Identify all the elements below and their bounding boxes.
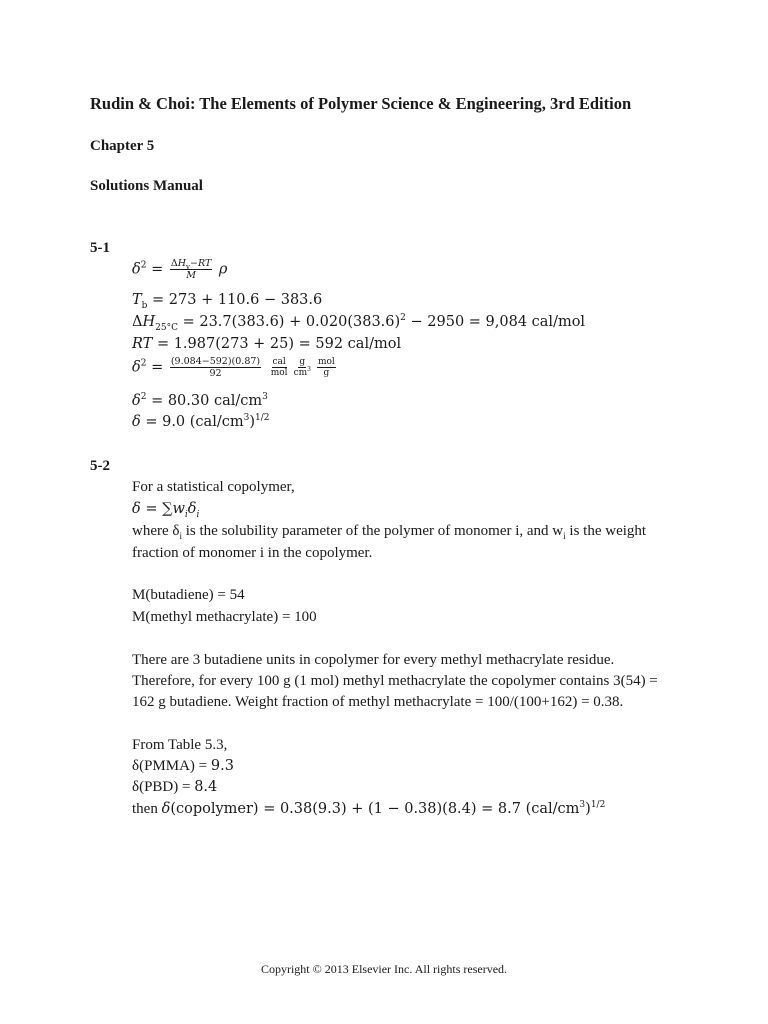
pmma-solubility bbox=[132, 758, 234, 775]
final-result-expression: (copolymer) = 0.38(9.3) + (1 − 0.38)(8.4) = 8.7 (cal/cm bbox=[170, 801, 580, 817]
delta-result: = 9.0 (cal/cm bbox=[145, 414, 244, 430]
fraction-denominator: 92 bbox=[209, 368, 222, 379]
equation-solubility-definition: $\delta^2$ = $\frac{\Delta H_v-RT}{M}$ ρ bbox=[132, 258, 228, 281]
equation-delta-value: δ = 9.0 $(cal/cm^3)^{1/2}$ bbox=[132, 413, 270, 430]
chapter-heading: Chapter 5 bbox=[90, 138, 155, 154]
then-word: then bbox=[132, 801, 158, 817]
where-part-a: where δ bbox=[132, 523, 180, 539]
where-part-b: is the solubility parameter of the polymer of monomer i, and w bbox=[181, 523, 564, 539]
paragraph-line-1: There are 3 butadiene units in copolymer for every methyl methacrylate residue. bbox=[132, 652, 615, 668]
paragraph-line-2: Therefore, for every 100 g (1 mol) methyl methacrylate the copolymer contains 3(54) = bbox=[132, 673, 658, 689]
fraction-numerator: (9.084−592)(0.87) bbox=[170, 356, 261, 367]
equation-delta-squared-value: $\delta^2 = 80.30$ cal/$cm^3$ bbox=[132, 392, 268, 409]
problem-5-1-label: 5-1 bbox=[90, 240, 110, 256]
equation-copolymer-sum: $\delta = \sum w_i\delta_i$ bbox=[132, 501, 200, 520]
where-definition-line-1: where $\delta_i$ is the solubility parameter of the polymer of monomer i, and $w_i$ is the weight bbox=[132, 523, 647, 541]
butadiene-molar-mass: M(butadiene) = 54 bbox=[132, 587, 245, 603]
equation-delta-h-value: = 23.7(383.6) + 0.020(383.6) bbox=[182, 314, 401, 330]
equation-delta-h: $\Delta H_{25^\circ C} = 23.7(383.6) + 0.020(383.6)^2 - 2950 = 9,084$ cal/mol bbox=[132, 313, 586, 333]
where-part-c: is the weight bbox=[565, 523, 647, 539]
pbd-value: 8.4 bbox=[194, 779, 218, 795]
problem-5-2-label: 5-2 bbox=[90, 458, 110, 474]
equation-delta-squared-fraction: $\delta^2$ = $\frac{(9.084-592)(0.87)}{92}$ $\frac{\text{cal}}{\text{mol}}$ $\frac{g}{cm^3}$ $\frac{\text{mol}}{g}$ bbox=[132, 356, 335, 379]
delta-squared-result: = 80.30 cal/cm bbox=[151, 393, 263, 409]
pbd-solubility bbox=[132, 779, 217, 796]
equation-tb: $T_b = 273 + 110.6 - 383.6$ bbox=[132, 292, 323, 311]
from-table-text: From Table 5.3, bbox=[132, 737, 228, 753]
paragraph-line-3: 162 g butadiene. Weight fraction of methyl methacrylate = 100/(100+162) = 0.38. bbox=[132, 694, 624, 710]
copyright-footer: Copyright © 2013 Elsevier Inc. All rights reserved. bbox=[260, 962, 508, 976]
delta-result-tail: ) bbox=[249, 414, 255, 430]
pmma-value: 9.3 bbox=[210, 758, 234, 774]
document-title: Rudin & Choi: The Elements of Polymer Science & Engineering, 3rd Edition bbox=[90, 94, 632, 113]
final-result-tail: ) bbox=[585, 801, 591, 817]
final-result-line: then δ(copolymer) = 0.38(9.3) + (1 − 0.38)(8.4) = 8.7 $(cal/cm^3)^{1/2}$ bbox=[132, 800, 606, 817]
pmma-label: δ(PMMA) = bbox=[132, 758, 211, 774]
where-definition-line-2: fraction of monomer i in the copolymer. bbox=[132, 545, 373, 561]
equation-delta-h-tail: − 2950 = 9,084 cal/mol bbox=[405, 314, 586, 330]
pbd-label: δ(PBD) = bbox=[132, 779, 195, 795]
equation-rt: RT = 1.987(273 + 25) = 592 cal/mol bbox=[132, 336, 402, 352]
equation-rt-value: = 1.987(273 + 25) = 592 cal/mol bbox=[156, 336, 402, 352]
statistical-copolymer-text: For a statistical copolymer, bbox=[132, 479, 295, 495]
solutions-manual-heading: Solutions Manual bbox=[90, 178, 203, 194]
mma-molar-mass: M(methyl methacrylate) = 100 bbox=[132, 609, 317, 625]
equation-tb-value: = 273 + 110.6 − 383.6 bbox=[152, 292, 323, 308]
